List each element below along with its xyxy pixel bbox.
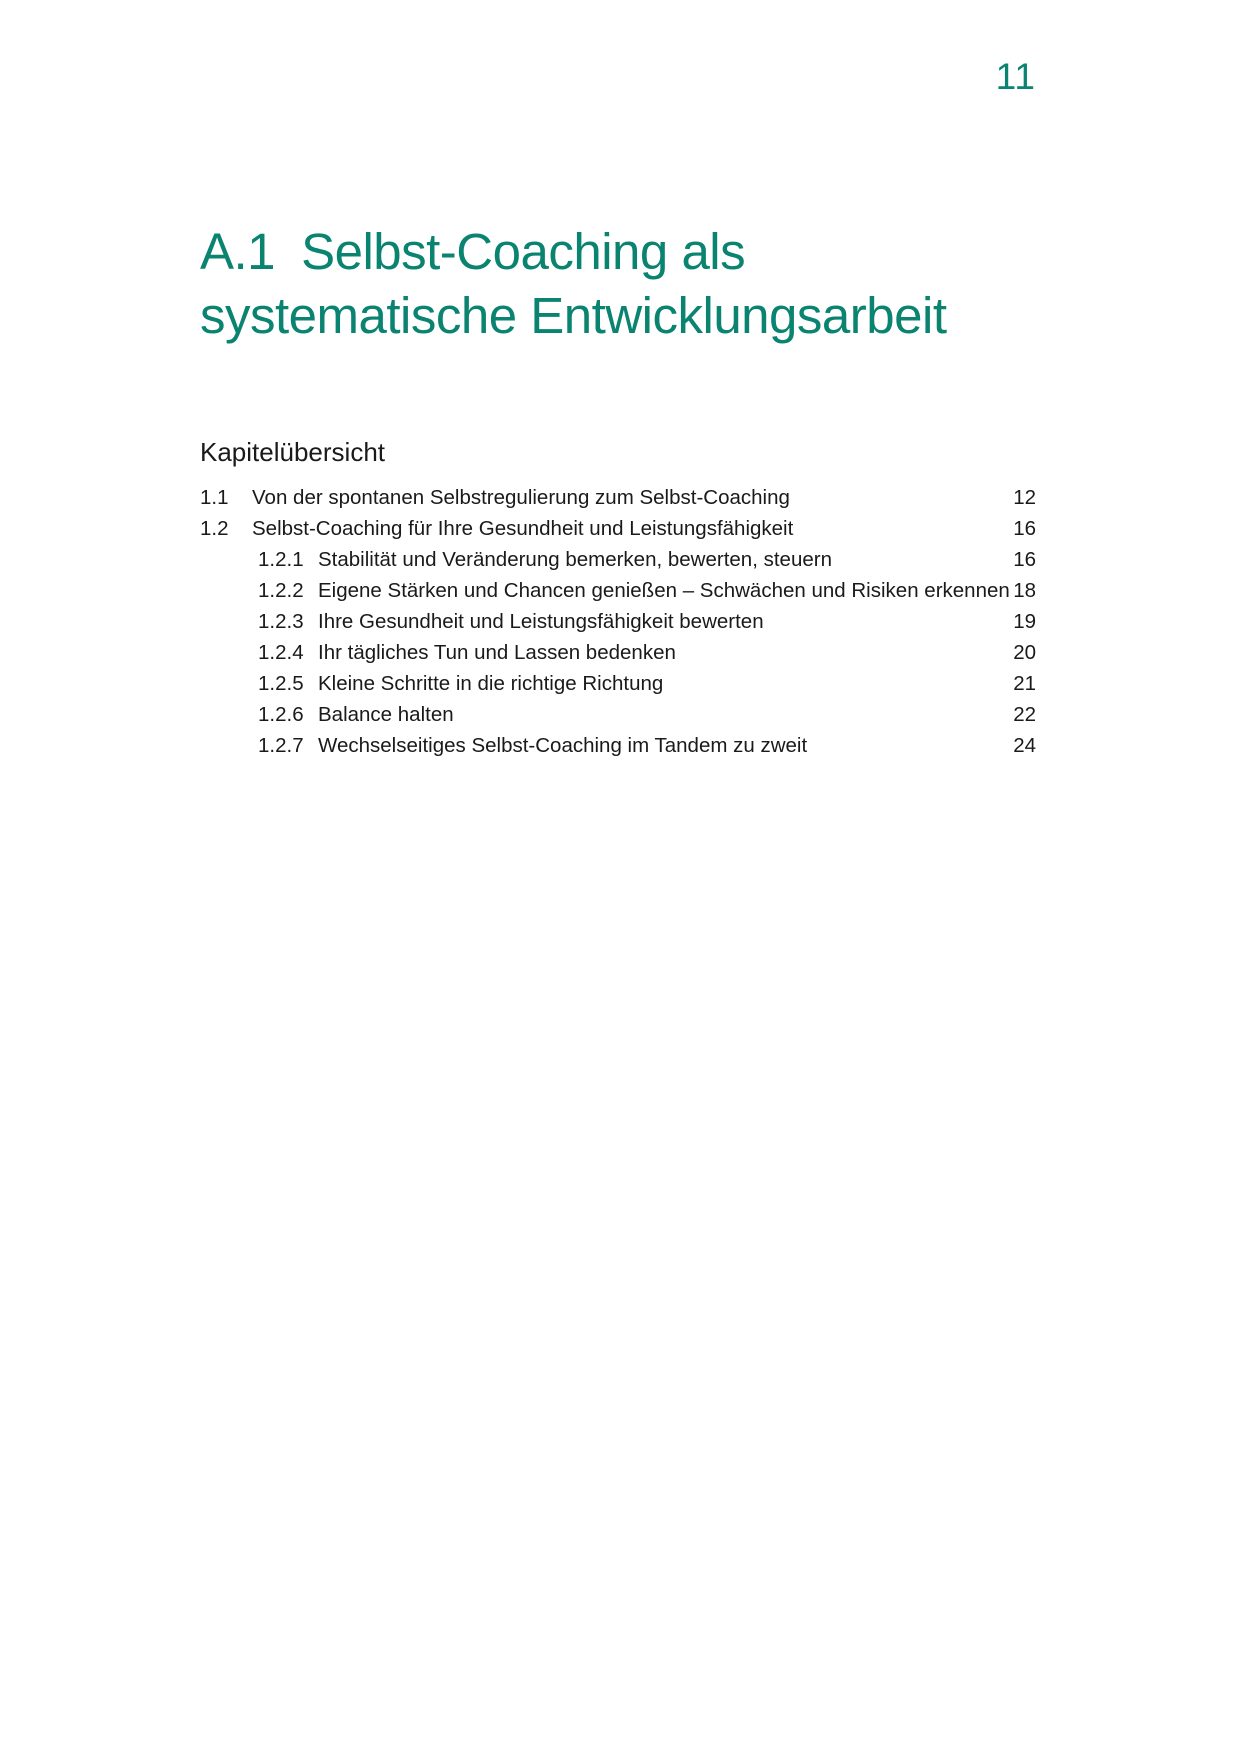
toc-entry-page: 18	[1013, 579, 1036, 602]
toc-entry-label: Kleine Schritte in die richtige Richtung	[318, 672, 664, 695]
toc-entry-label: Selbst-Coaching für Ihre Gesundheit und Leistungsfähigkeit	[252, 517, 794, 540]
toc-entry-page: 21	[1013, 672, 1036, 695]
toc-entry-label: Balance halten	[318, 703, 454, 726]
toc-entry-number: 1.2.2	[258, 579, 304, 602]
toc-entry-label: Stabilität und Veränderung bemerken, bewerten, steuern	[318, 548, 832, 571]
toc-entry-page: 19	[1013, 610, 1036, 633]
toc-entry-number: 1.2.7	[258, 734, 304, 757]
toc-entry-page: 24	[1013, 734, 1036, 757]
chapter-number: A.1	[200, 223, 276, 280]
toc-entry[interactable]	[200, 482, 1036, 513]
toc-subentry[interactable]	[200, 668, 1036, 699]
toc-entry-label: Von der spontanen Selbstregulierung zum Selbst-Coaching	[252, 486, 790, 509]
toc-entry-page: 22	[1013, 703, 1036, 726]
toc-entry-label: Ihr tägliches Tun und Lassen bedenken	[318, 641, 676, 664]
toc-entry-number: 1.2	[200, 517, 229, 540]
toc-entry-number: 1.2.1	[258, 548, 304, 571]
toc-entry-label: Wechselseitiges Selbst-Coaching im Tandem zu zweit	[318, 734, 808, 757]
toc-entry-page: 12	[1013, 486, 1036, 509]
toc-entry-label: Ihre Gesundheit und Leistungsfähigkeit bewerten	[318, 610, 764, 633]
toc-subentry[interactable]	[200, 699, 1036, 730]
chapter-title	[200, 220, 1060, 348]
toc-entry-page: 16	[1013, 548, 1036, 571]
toc-subentry[interactable]	[200, 544, 1036, 575]
toc-entry[interactable]	[200, 513, 1036, 544]
page-number: 11	[995, 56, 1036, 97]
toc-entry-number: 1.1	[200, 486, 229, 509]
toc-subentry[interactable]	[200, 637, 1036, 668]
overview-heading: Kapitelübersicht	[200, 437, 385, 467]
toc-entry-page: 20	[1013, 641, 1036, 664]
chapter-title-line-1: Selbst-Coaching als	[301, 223, 746, 280]
toc-entry-label: Eigene Stärken und Chancen genießen – Schwächen und Risiken erkennen	[318, 579, 1010, 602]
chapter-title-line-2: systematische Entwicklungsarbeit	[200, 287, 947, 344]
chapter-overview	[200, 436, 1036, 761]
toc-subentry[interactable]	[200, 730, 1036, 761]
toc-entry-number: 1.2.6	[258, 703, 304, 726]
toc-entry-number: 1.2.5	[258, 672, 304, 695]
toc-entry-number: 1.2.4	[258, 641, 304, 664]
toc-entry-number: 1.2.3	[258, 610, 304, 633]
toc-subentry[interactable]	[200, 606, 1036, 637]
toc-entry-page: 16	[1013, 517, 1036, 540]
toc-subentry[interactable]	[200, 575, 1036, 606]
